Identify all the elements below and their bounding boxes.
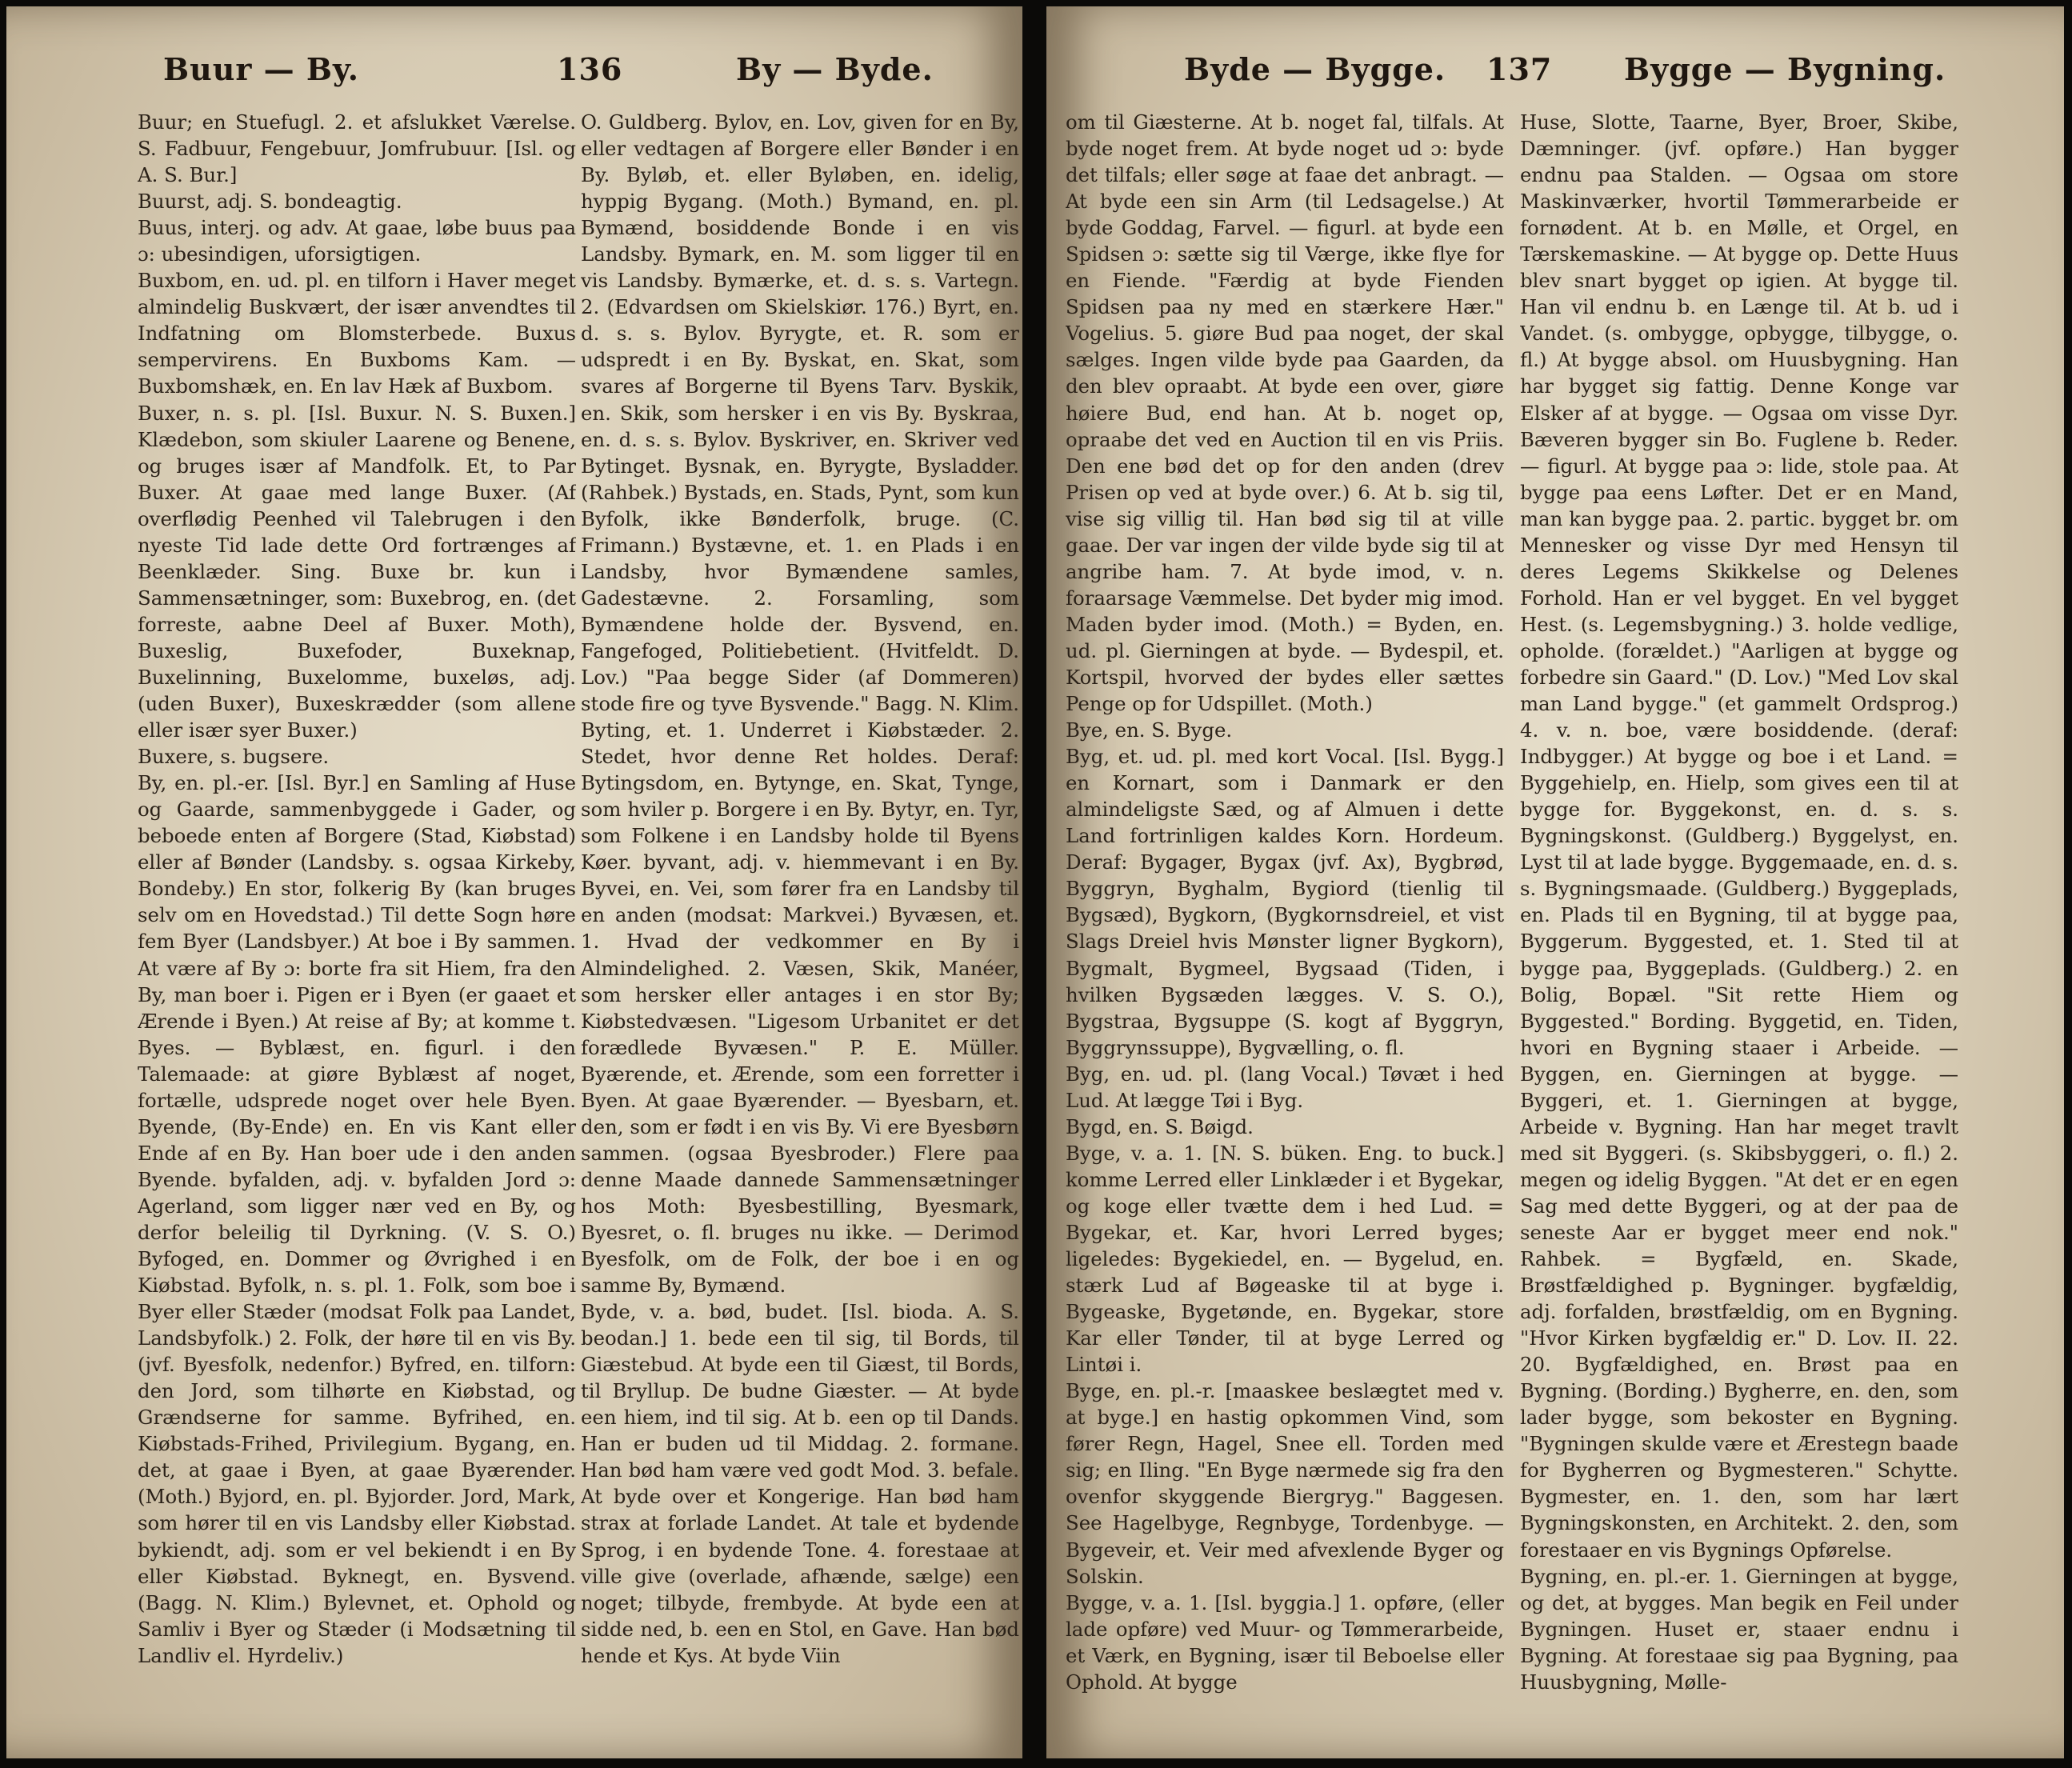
entry-paragraph: Buus, interj. og adv. At gaae, løbe buus paa ɔ: ubesindigen, uforsigtigen.	[138, 216, 576, 266]
entry-paragraph: Huse, Slotte, Taarne, Byer, Broer, Skibe, Dæmninger. (jvf. opføre.) Han bygger endnu paa Stalden. — Ogsaa om store Maskinværker, hvortil Tømmerarbeide er fornødent. At b. en Mølle, et Orgel, en Tærskemaskine. — At bygge op. Dette Huus blev snart bygget op igien. At bygge til. Han vil endnu b. en Længe til. At b. ud i Vandet. (s. ombygge, opbygge, tilbygge, o. fl.) At bygge absol. om Huusbygning. Han har bygget sig fattig. Denne Konge var Elsker af at bygge. — Ogsaa om visse Dyr. Bæveren bygger sin Bo. Fuglene b. Reder. — figurl. At bygge paa ɔ: lide, stole paa. At bygge paa eens Løfter. Det er en Mand, man kan bygge paa. 2. partic. bygget br. om Mennesker og visse Dyr med Hensyn til deres Legems Skikkelse og Delenes Forhold. Han er vel bygget. En vel bygget Hest. (s. Legemsbygning.) 3. holde vedlige, opholde. (forældet.) "Aarligen at bygge og forbedre sin Gaard." (D. Lov.) "Med Lov skal man Land bygge." (et gammelt Ordsprog.) 4. v. n. boe, være bosiddende. (deraf: Indbygger.) At bygge og boe i et Land. = Byggehielp, en. Hielp, som gives een til at bygge for. Byggekonst, en. d. s. s. Bygningskonst. (Guldberg.) Byggelyst, en. Lyst til at lade bygge. Byggemaade, en. d. s. s. Bygningsmaade. (Guldberg.) Byggeplads, en. Plads til en Bygning, til at bygge paa, Byggerum. Byggested, et. 1. Sted til at bygge paa, Byggeplads. (Guldberg.) 2. en Bolig, Bopæl. "Sit rette Hiem og Byggested." Bording. Byggetid, en. Tiden, hvori en Bygning staaer i Arbeide. — Byggen, en. Gierningen at bygge. — Byggeri, et. 1. Gierningen at bygge, Arbeide v. Bygning. Han har meget travlt med sit Byggeri. (s. Skibsbyggeri, o. fl.) 2. megen og idelig Byggen. "At det er en egen Sag med dette Byggeri, og at der paa de seneste Aar er bygget meer end nok." Rahbek. = Bygfæld, en. Skade, Brøstfældighed p. Bygninger. bygfældig, adj. forfalden, brøstfældig, om en Bygning. "Hvor Kirken bygfældig er." D. Lov. II. 22. 20. Bygfældighed, en. Brøst paa en Bygning. (Bording.) Bygherre, en. den, som lader bygge, som bekoster en Bygning. "Bygningen skulde være et Ærestegn baade for Bygherren og Bygmesteren." Schytte. Bygmester, en. 1. den, som har lært Bygningskonsten, en Architekt. 2. den, som forestaaer en vis Bygnings Opførelse.	[1520, 110, 1958, 1562]
entry-paragraph: Byg, en. ud. pl. (lang Vocal.) Tøvæt i hed Lud. At lægge Tøi i Byg.	[1066, 1062, 1504, 1112]
entry-paragraph: Buxer, n. s. pl. [Isl. Buxur. N. S. Buxen.] Klædebon, som skiuler Laarene og Benene, og bruges især af Mandfolk. Et, to Par Buxer. At gaae med lange Buxer. (Af overflødig Peenhed vil Talebrugen i den nyeste Tid lade dette Ord fortrænges af Beenklæder. Sing. Buxe br. kun i Sammensætninger, som: Buxebrog, en. (det forreste, aabne Deel af Buxer. Moth), Buxeslig, Buxefoder, Buxeknap, Buxelinning, Buxelomme, buxeløs, adj. (uden Buxer), Buxeskrædder (som allene eller især syer Buxer.)	[138, 401, 576, 742]
right-page-header-right: Bygge — Bygning.	[1624, 51, 1946, 87]
left-page-header-right: By — Byde.	[736, 51, 934, 87]
entry-paragraph: Byg, et. ud. pl. med kort Vocal. [Isl. Bygg.] en Kornart, som i Danmark er den almindeligste Sæd, og af Almuen i dette Land fortrinligen kaldes Korn. Hordeum. Deraf: Bygager, Bygax (jvf. Ax), Bygbrød, Byggryn, Byghalm, Bygiord (tienlig til Bygsæd), Bygkorn, (Bygkornsdreiel, et vist Slags Dreiel hvis Mønster ligner Bygkorn), Bygmalt, Bygmeel, Bygsaad (Tiden, i hvilken Bygsæden lægges. V. S. O.), Bygstraa, Bygsuppe (S. kogt af Byggryn, Byggrynssuppe), Bygvælling, o. fl.	[1066, 745, 1504, 1059]
right-page-header-left: Byde — Bygge.	[1184, 51, 1446, 87]
left-page-header-left: Buur — By.	[163, 51, 359, 87]
entry-paragraph: Byge, v. a. 1. [N. S. büken. Eng. to buck.] komme Lerred eller Linklæder i et Bygekar, og koge eller tvætte dem i hed Lud. = Bygekar, et. Kar, hvori Lerred byges; ligeledes: Bygekiedel, en. — Bygelud, en. stærk Lud af Bøgeaske til at byge i. Bygeaske, Bygetønde, en. Bygekar, store Kar eller Tønder, til at byge Lerred og Lintøi i.	[1066, 1141, 1504, 1377]
entry-paragraph: Byge, en. pl.-r. [maaskee beslægtet med v. at byge.] en hastig opkommen Vind, som fører Regn, Hagel, Snee ell. Torden med sig; en Iling. "En Byge nærmede sig fra den ovenfor skyggende Biergryg." Baggesen. See Hagelbyge, Regnbyge, Tordenbyge. — Bygeveir, et. Veir med afvexlende Byger og Solskin.	[1066, 1379, 1504, 1588]
left-page-number: 136	[557, 51, 623, 87]
entry-paragraph: Buur; en Stuefugl. 2. et afslukket Værelse. S. Fadbuur, Fengebuur, Jomfrubuur. [Isl. og A. S. Bur.]	[138, 110, 576, 187]
right-page	[1046, 6, 2064, 1758]
left-column-2	[581, 109, 1019, 1741]
entry-paragraph: Buxbom, en. ud. pl. en tilforn i Haver meget almindelig Buskvært, der især anvendtes til Indfatning om Blomsterbede. Buxus sempervirens. En Buxboms Kam. — Buxbomshæk, en. En lav Hæk af Buxbom.	[138, 269, 576, 398]
entry-paragraph: Bygning, en. pl.-er. 1. Gierningen at bygge, og det, at bygges. Man begik en Feil under Bygningen. Huset er, staaer endnu i Bygning. At forestaae sig paa Bygning, paa Huusbygning, Mølle-	[1520, 1564, 1958, 1694]
left-page	[6, 6, 1022, 1758]
entry-paragraph: Buurst, adj. S. bondeagtig.	[138, 190, 402, 214]
entry-paragraph: Bygd, en. S. Bøigd.	[1066, 1114, 1254, 1138]
entry-paragraph: Byde, v. a. bød, budet. [Isl. bioda. A. S. beodan.] 1. bede een til sig, til Bords, til Giæstebud. At byde een til Giæst, til Bords, til Bryllup. De budne Giæster. — At byde een hiem, ind til sig. At b. een op til Dands. Han er buden ud til Middag. 2. formane. Han bød ham være ved godt Mod. 3. befale. At byde over et Kongerige. Han bød ham strax at forlade Landet. At tale et bydende Sprog, i en bydende Tone. 4. forestaae at ville give (overlade, afhænde, sælge) een noget; tilbyde, frembyde. At byde een at sidde ned, b. een en Stol, en Gave. Han bød hende et Kys. At byde Viin	[581, 1300, 1019, 1667]
entry-paragraph: om til Giæsterne. At b. noget fal, tilfals. At byde noget frem. At byde noget ud ɔ: byde det tilfals; eller søge at faae det anbragt. — At byde een sin Arm (til Ledsagelse.) At byde Goddag, Farvel. — figurl. at byde een Spidsen ɔ: sætte sig til Værge, ikke flye for en Fiende. "Færdig at byde Fienden Spidsen paa ny med en stærkere Hær." Vogelius. 5. giøre Bud paa noget, der skal sælges. Ingen vilde byde paa Gaarden, da den blev opraabt. At byde een over, giøre høiere Bud, end han. At b. noget op, opraabe det ved en Auction til en vis Priis. Den ene bød det op for den anden (drev Prisen op ved at byde over.) 6. At b. sig til, vise sig villig til. Han bød sig til at ville gaae. Der var ingen der vilde byde sig til at angribe ham. 7. At byde imod, v. n. foraarsage Væmmelse. Det byder mig imod. Maden byder imod. (Moth.) = Byden, en. ud. pl. Gierningen at byde. — Bydespil, et. Kortspil, hvorved der bydes eller sættes Penge op for Udspillet. (Moth.)	[1066, 110, 1504, 716]
entry-paragraph: Bygge, v. a. 1. [Isl. byggia.] 1. opføre, (eller lade opføre) ved Muur- og Tømmerarbeide, et Værk, en Bygning, især til Beboelse eller Ophold. At bygge	[1066, 1590, 1504, 1694]
entry-paragraph: Buxere, s. bugsere.	[138, 745, 330, 769]
left-column-1	[138, 109, 576, 1741]
book-gutter	[1022, 0, 1046, 1768]
entry-paragraph: O. Guldberg. Bylov, en. Lov, given for en By, eller vedtagen af Borgere eller Bønder i en By. Byløb, et. eller Byløben, en. idelig, hyppig Bygang. (Moth.) Bymand, en. pl. Bymænd, bosiddende Bonde i en vis Landsby. Bymark, en. M. som ligger til en vis Landsby. Bymærke, et. d. s. s. Vartegn. 2. (Edvardsen om Skielskiør. 176.) Byrt, en. d. s. s. Bylov. Byrygte, et. R. som er udspredt i en By. Byskat, en. Skat, som svares af Borgerne til Byens Tarv. Byskik, en. Skik, som hersker i en vis By. Byskraa, en. d. s. s. Bylov. Byskriver, en. Skriver ved Bytinget. Bysnak, en. Byrygte, Bysladder. (Rahbek.) Bystads, en. Stads, Pynt, som kun Byfolk, ikke Bønderfolk, bruge. (C. Frimann.) Bystævne, et. 1. en Plads i en Landsby, hvor Bymændene samles, Gadestævne. 2. Forsamling, som Bymændene holde der. Bysvend, en. Fangefoged, Politiebetient. (Hvitfeldt. D. Lov.) "Paa begge Sider (af Dommeren) stode fire og tyve Bysvende." Bagg. N. Klim. Byting, et. 1. Underret i Kiøbstæder. 2. Stedet, hvor denne Ret holdes. Deraf: Bytingsdom, en. Bytynge, en. Skat, Tynge, som hviler p. Borgere i en By. Bytyr, en. Tyr, som Folkene i en Landsby holde til Byens Køer. byvant, adj. v. hiemmevant i en By. Byvei, en. Vei, som fører fra en Landsby til en anden (modsat: Markvei.) Byvæsen, et. 1. Hvad der vedkommer en By i Almindelighed. 2. Væsen, Skik, Manéer, som hersker eller antages i en stor By; Kiøbstedvæsen. "Ligesom Urbanitet er det forædlede Byvæsen." P. E. Müller. Byærende, et. Ærende, som een forretter i Byen. At gaae Byærender. — Byesbarn, et. den, som er født i en vis By. Vi ere Byesbørn sammen. (ogsaa Byesbroder.) Flere paa denne Maade dannede Sammensætninger hos Moth: Byesbestilling, Byesmark, Byesret, o. fl. bruges nu ikke. — Derimod Byesfolk, om de Folk, der boe i en og samme By, Bymænd.	[581, 110, 1019, 1298]
right-column-1	[1066, 109, 1504, 1741]
right-column-2	[1520, 109, 1958, 1741]
entry-paragraph: Bye, en. S. Byge.	[1066, 718, 1233, 742]
entry-paragraph: By, en. pl.-er. [Isl. Byr.] en Samling af Huse og Gaarde, sammenbyggede i Gader, og beboede enten af Borgere (Stad, Kiøbstad) eller af Bønder (Landsby. s. ogsaa Kirkeby, Bondeby.) En stor, folkerig By (kan bruges selv om en Hovedstad.) Til dette Sogn høre fem Byer (Landsbyer.) At boe i By sammen. At være af By ɔ: borte fra sit Hiem, fra den By, man boer i. Pigen er i Byen (er gaaet et Ærende i Byen.) At reise af By; at komme t. Byes. — Byblæst, en. figurl. i den Talemaade: at giøre Byblæst af noget, fortælle, udsprede noget over hele Byen. Byende, (By-Ende) en. En vis Kant eller Ende af en By. Han boer ude i den anden Byende. byfalden, adj. v. byfalden Jord ɔ: Agerland, som ligger nær ved en By, og derfor beleilig til Dyrkning. (V. S. O.) Byfoged, en. Dommer og Øvrighed i en Kiøbstad. Byfolk, n. s. pl. 1. Folk, som boe i Byer eller Stæder (modsat Folk paa Landet, Landsbyfolk.) 2. Folk, der høre til en vis By. (jvf. Byesfolk, nedenfor.) Byfred, en. tilforn: den Jord, som tilhørte en Kiøbstad, og Grændserne for samme. Byfrihed, en. Kiøbstads-Frihed, Privilegium. Bygang, en. det, at gaae i Byen, at gaae Byærender. (Moth.) Byjord, en. pl. Byjorder. Jord, Mark, som hører til en vis Landsby eller Kiøbstad. bykiendt, adj. som er vel bekiendt i en By eller Kiøbstad. Byknegt, en. Bysvend. (Bagg. N. Klim.) Bylevnet, et. Ophold og Samliv i Byer og Stæder (i Modsætning til Landliv el. Hyrdeliv.)	[138, 771, 576, 1667]
right-page-number: 137	[1486, 51, 1553, 87]
